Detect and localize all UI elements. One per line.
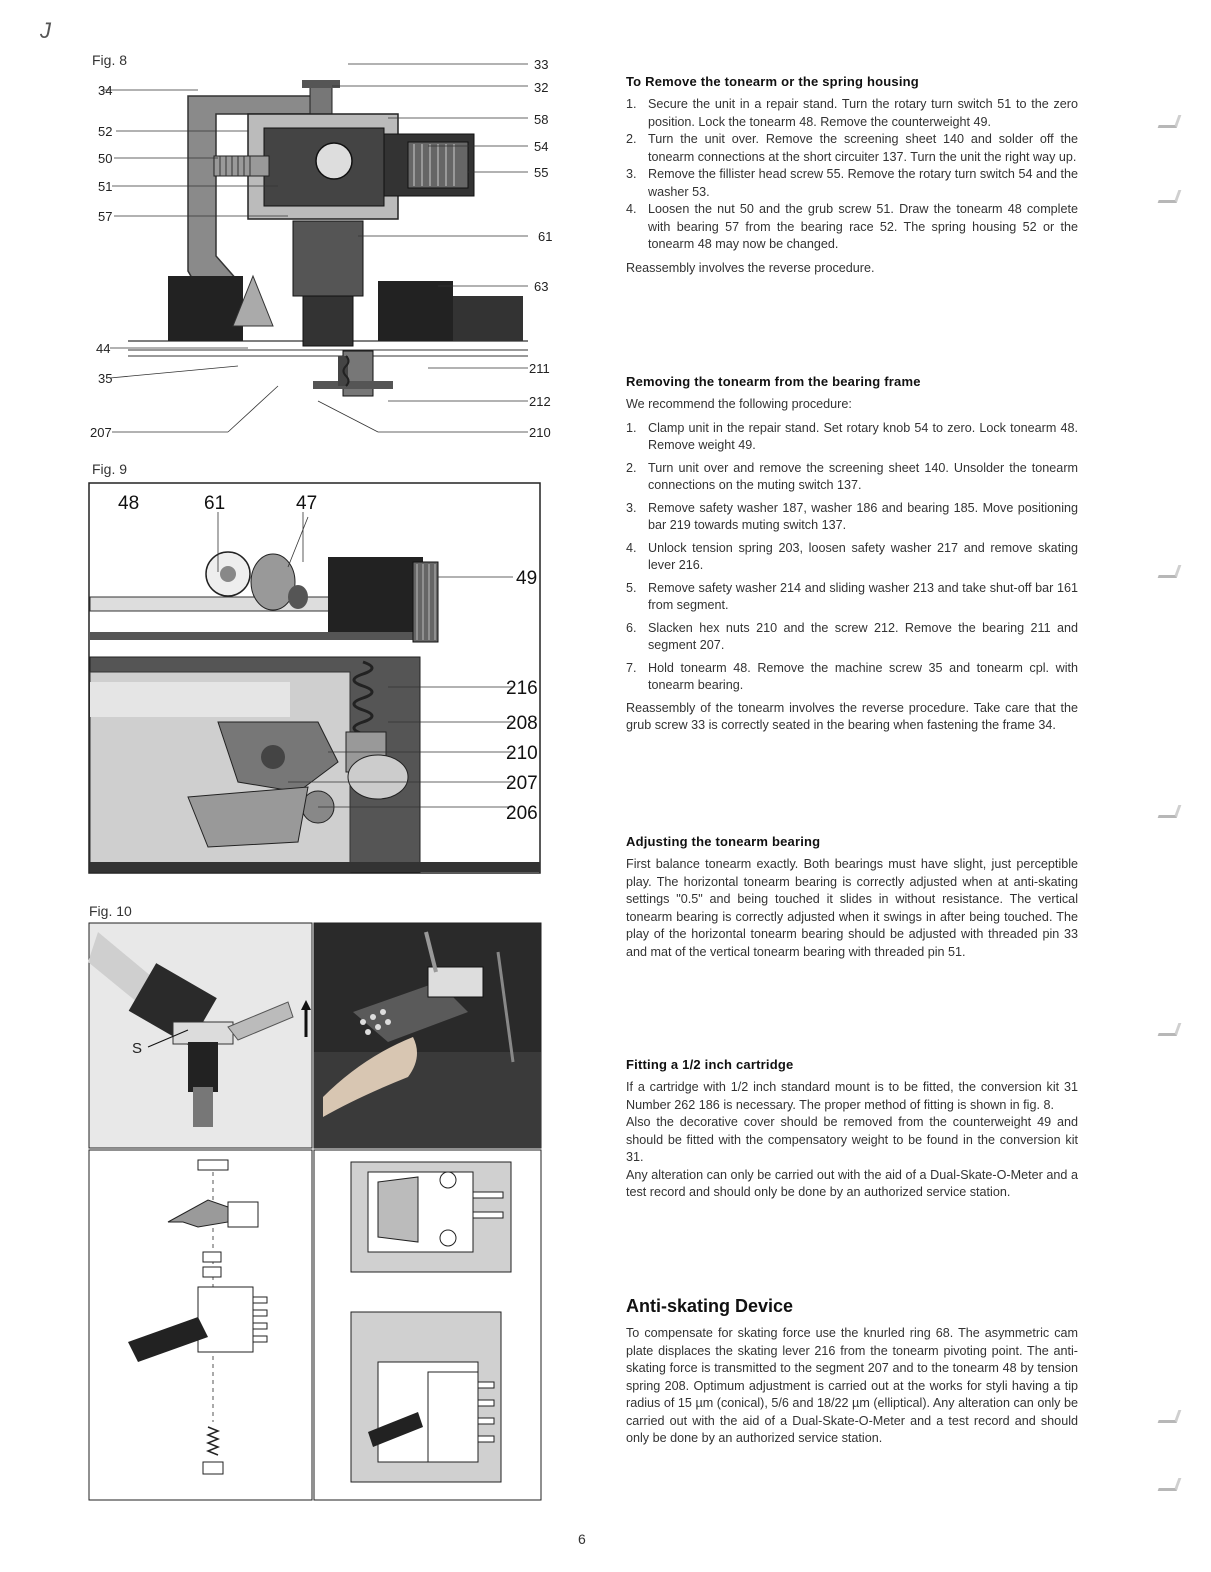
margin-mark xyxy=(1158,565,1182,578)
fig9-callout-49: 49 xyxy=(516,568,538,589)
step-item: 1. Clamp unit in the repair stand. Set rotary knob 54 to zero. Lock tonearm 48. Remove weight 49. xyxy=(626,420,1078,452)
section-heading: Fitting a 1/2 inch cartridge xyxy=(626,1057,794,1072)
fig9-callout-210: 210 xyxy=(506,743,538,764)
fig8-callout-52: 52 xyxy=(98,124,113,139)
fig8-label: Fig. 8 xyxy=(92,52,128,68)
section-para: Also the decorative cover should be removed from the counterweight 49 and should be fitted with the compensatory weight to be found in the conversion kit 31. xyxy=(626,1115,1078,1164)
section-footer: Reassembly involves the reverse procedure. xyxy=(626,260,875,275)
section-para: Any alteration can only be carried out with the aid of a Dual-Skate-O-Meter and a test record and should only be done by an authorized service station. xyxy=(626,1167,1078,1199)
section-remove-tonearm xyxy=(626,74,1078,277)
margin-mark xyxy=(1158,190,1182,203)
step-item: 2. Turn unit over and remove the screening sheet 140. Unsolder the tonearm connections on the muting switch 137. xyxy=(626,460,1078,492)
fig8-callout-54: 54 xyxy=(534,139,549,154)
section-antiskating xyxy=(626,1296,1078,1448)
step-item: 2. Turn the unit over. Remove the screening sheet 140 and solder off the tonearm connections at the short circuiter 137. Turn the unit the right way up. xyxy=(626,132,1078,164)
fig9-callout-206: 206 xyxy=(506,803,538,824)
step-item: 3. Remove the fillister head screw 55. Remove the rotary turn switch 54 and the washer 53. xyxy=(626,167,1078,199)
fig9-callout-61: 61 xyxy=(204,493,226,514)
section-heading: Anti-skating Device xyxy=(626,1296,794,1316)
fig8-callout-207: 207 xyxy=(90,425,112,440)
fig9-callout-48: 48 xyxy=(118,493,140,514)
fig8-callout-57: 57 xyxy=(98,209,113,224)
fig8-callout-58: 58 xyxy=(534,112,549,127)
step-item: 4. Loosen the nut 50 and the grub screw 51. Draw the tonearm 48 complete with bearing 57 from the bearing race 52. The spring housing 52 or the tonearm 48 may now be changed. xyxy=(626,202,1078,251)
fig8-callout-210: 210 xyxy=(529,425,551,440)
fig8-callout-32: 32 xyxy=(534,80,549,95)
fig9-label: Fig. 9 xyxy=(92,461,128,477)
section-para: If a cartridge with 1/2 inch standard mount is to be fitted, the conversion kit 31 Number 262 186 is necessary. The proper method of fitting is shown in fig. 8. xyxy=(626,1080,1078,1112)
section-heading: Adjusting the tonearm bearing xyxy=(626,834,821,849)
section-cartridge xyxy=(626,1057,1078,1202)
step-item: 1. Secure the unit in a repair stand. Turn the rotary turn switch 51 to the zero position. Lock the tonearm 48. Remove the counterweight 49. xyxy=(626,97,1078,129)
fig10-callout-s: S xyxy=(132,1040,143,1057)
section-intro: We recommend the following procedure: xyxy=(626,397,852,411)
section-adjusting xyxy=(626,834,1078,961)
fig8-callout-35: 35 xyxy=(98,371,113,386)
fig9-callout-216: 216 xyxy=(506,678,538,699)
fig8-callout-51: 51 xyxy=(98,179,113,194)
step-item: 5. Remove safety washer 214 and sliding washer 213 and take shut-off bar 161 from segment. xyxy=(626,580,1078,612)
step-item: 4. Unlock tension spring 203, loosen safety washer 217 and remove skating lever 216. xyxy=(626,540,1078,572)
section-bearing-frame xyxy=(626,374,1078,735)
margin-mark xyxy=(1158,115,1182,128)
fig8-callout-50: 50 xyxy=(98,151,113,166)
fig9-callout-207: 207 xyxy=(506,773,538,794)
fig8-callout-34: 34 xyxy=(98,83,113,98)
step-item: 3. Remove safety washer 187, washer 186 and bearing 185. Move positioning bar 219 towards muting switch 137. xyxy=(626,500,1078,532)
fig8-callout-44: 44 xyxy=(96,341,111,356)
fig9-callout-208: 208 xyxy=(506,713,538,734)
fig9-drawing xyxy=(88,482,543,882)
section-heading: Removing the tonearm from the bearing frame xyxy=(626,374,921,389)
fig8-callout-212: 212 xyxy=(529,394,551,409)
fig8-callout-63: 63 xyxy=(534,279,549,294)
step-item: 6. Slacken hex nuts 210 and the screw 212. Remove the bearing 211 and segment 207. xyxy=(626,620,1078,652)
step-item: 7. Hold tonearm 48. Remove the machine screw 35 and tonearm cpl. with tonearm bearing. xyxy=(626,660,1078,692)
fig8-callout-61: 61 xyxy=(538,229,553,244)
section-footer: Reassembly of the tonearm involves the reverse procedure. Take care that the grub screw 33 is correctly seated in the bearing when fastening the frame 34. xyxy=(626,700,1078,732)
section-body: To compensate for skating force use the knurled ring 68. The asymmetric cam plate displaces the skating lever 216 from the tonearm pivoting point. The anti-skating force is transmitted to the segment 207 and to the tonearm 48 by tension spring 208. Optimum adjustment is carried out at the works for styli having a tip radius of 15 µm (conical), 5/6 and 18/22 µm (elliptical). Any alteration can only be carried out with the aid of a Dual-Skate-O-Meter and a test record and should only be done by an authorized service station. xyxy=(626,1326,1078,1445)
fig8-drawing xyxy=(88,56,558,446)
corner-mark: J xyxy=(40,18,51,43)
fig8-callout-55: 55 xyxy=(534,165,549,180)
fig9-callout-47: 47 xyxy=(296,493,318,514)
margin-mark xyxy=(1158,805,1182,818)
fig8-callout-211: 211 xyxy=(529,361,550,376)
page-number: 6 xyxy=(578,1531,586,1547)
margin-mark xyxy=(1158,1023,1182,1036)
margin-mark xyxy=(1158,1410,1182,1423)
fig10-label: Fig. 10 xyxy=(89,903,132,919)
fig10-drawing xyxy=(88,922,543,1502)
section-heading: To Remove the tonearm or the spring housing xyxy=(626,74,919,89)
fig8-callout-33: 33 xyxy=(534,57,549,72)
section-body: First balance tonearm exactly. Both bearings must have slight, just perceptible play. The horizontal tonearm bearing is correctly adjusted when at anti-skating settings "0.5" and being touched it slides in without resistance. The vertical tonearm bearing is correctly adjusted when it swings in after being touched. The play of the horizontal tonearm bearing should be adjusted with threaded pin 33 and mat of the vertical tonearm bearing with threaded pin 51. xyxy=(626,857,1078,959)
margin-mark xyxy=(1158,1478,1182,1491)
